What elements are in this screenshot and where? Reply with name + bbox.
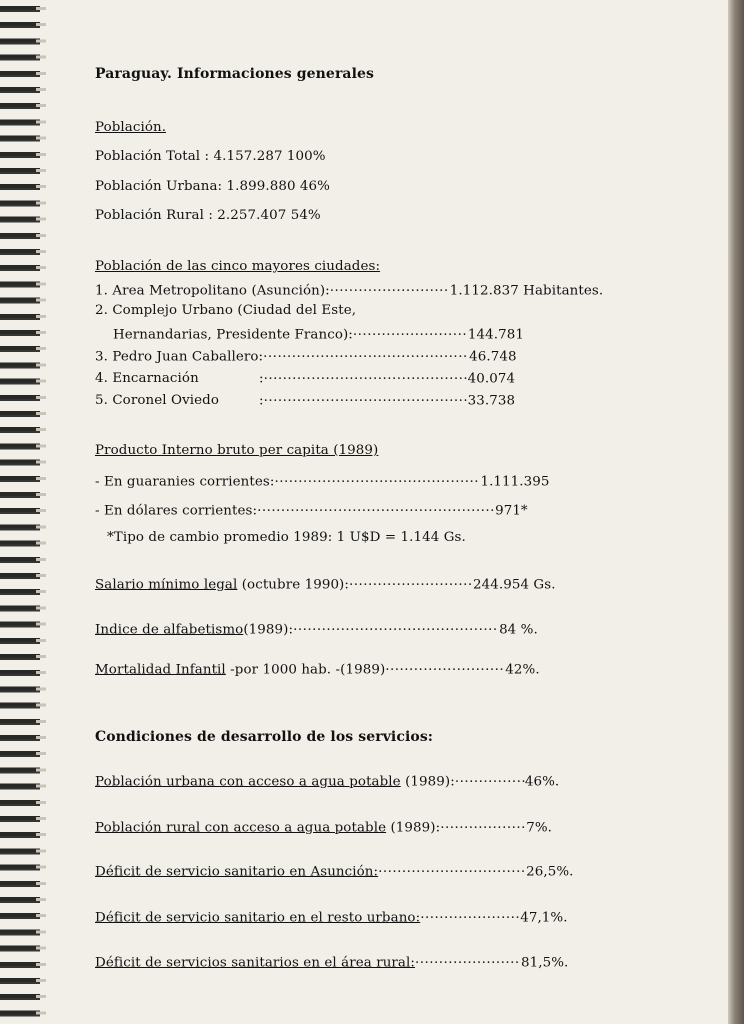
san-urbano-label: Déficit de servicio sanitario en el resto urbano: (95, 910, 421, 926)
pib-dolares-value: 971* (495, 503, 528, 519)
agua-urbana-extra: (1989): (405, 774, 455, 790)
agua-rural-row (95, 818, 552, 835)
mortalidad-row (95, 660, 540, 677)
salario-label: Salario mínimo legal (95, 577, 238, 593)
leader-dots (274, 472, 480, 485)
agua-rural-extra: (1989): (390, 820, 441, 836)
salario-extra: (octubre 1990): (241, 577, 349, 593)
ciudad-1-value: 1.112.837 Habitantes. (449, 283, 604, 299)
leader-dots (420, 908, 520, 921)
pib-dolares-row (95, 501, 528, 518)
san-asuncion-label: Déficit de servicio sanitario en Asunción: (95, 864, 379, 880)
pib-guaranies-row (95, 472, 550, 489)
document-title: Paraguay. Informaciones generales (95, 66, 374, 82)
ciudad-3-label: 3. Pedro Juan Caballero: (95, 349, 264, 365)
leader-dots (415, 953, 521, 966)
ciudad-2-label-a: 2. Complejo Urbano (Ciudad del Este, (95, 303, 357, 318)
leader-dots (293, 620, 499, 633)
ciudad-1-label: 1. Area Metropolitano (Asunción): (95, 283, 330, 299)
mortalidad-extra: -por 1000 hab. -(1989) (230, 662, 386, 678)
pib-nota: *Tipo de cambio promedio 1989: 1 U$D = 1.144 Gs. (107, 530, 466, 545)
binding-holes (36, 0, 46, 1024)
poblacion-rural: Población Rural : 2.257.407 54% (95, 208, 321, 223)
agua-urbana-value: 46%. (524, 774, 560, 790)
ciudad-4-colon: : (259, 371, 264, 387)
mortalidad-value: 42%. (505, 662, 540, 678)
ciudad-2-value: 144.781 (467, 327, 524, 343)
poblacion-urbana: Población Urbana: 1.899.880 46% (95, 179, 330, 194)
alfabetismo-row (95, 620, 538, 637)
ciudad-4-label: 4. Encarnación (95, 371, 199, 387)
agua-rural-value: 7%. (526, 820, 553, 836)
leader-dots (263, 347, 469, 360)
agua-urbana-label: Población urbana con acceso a agua potable (95, 774, 401, 790)
san-rural-label: Déficit de servicios sanitarios en el área rural: (95, 955, 416, 971)
alfabetismo-value: 84 %. (499, 622, 538, 638)
leader-dots (353, 325, 468, 338)
pib-guaranies-label: - En guaranies corrientes: (95, 474, 275, 490)
ciudad-4-row (95, 369, 515, 386)
leader-dots (257, 501, 495, 514)
leader-dots (349, 575, 473, 588)
leader-dots (264, 391, 468, 404)
ciudad-5-label: 5. Coronel Oviedo (95, 393, 219, 409)
leader-dots (264, 369, 468, 382)
alfabetismo-extra: (1989): (243, 622, 294, 638)
salario-row (95, 575, 556, 592)
leader-dots (378, 862, 526, 875)
san-rural-row (95, 953, 568, 970)
ciudad-5-row (95, 391, 515, 408)
poblacion-heading: Población. (95, 120, 167, 135)
ciudad-3-value: 46.748 (469, 349, 517, 365)
ciudad-3-row (95, 347, 517, 364)
san-rural-value: 81,5%. (521, 955, 569, 971)
pib-dolares-label: - En dólares corrientes: (95, 503, 258, 519)
poblacion-total: Población Total : 4.157.287 100% (95, 149, 326, 164)
salario-value: 244.954 Gs. (473, 577, 556, 593)
leader-dots (385, 660, 505, 673)
agua-urbana-row (95, 772, 559, 789)
alfabetismo-label: Indice de alfabetismo (95, 622, 244, 638)
leader-dots (330, 281, 450, 294)
ciudad-2-row (113, 325, 524, 342)
ciudad-4-value: 40.074 (467, 371, 516, 387)
san-asuncion-row (95, 862, 574, 879)
ciudad-1-row (95, 281, 603, 298)
servicios-heading: Condiciones de desarrollo de los servicios: (95, 729, 434, 745)
spiral-binding (0, 0, 40, 1024)
leader-dots (440, 818, 526, 831)
ciudad-2-label-b: Hernandarias, Presidente Franco): (113, 327, 353, 343)
ciudad-5-colon: : (259, 393, 264, 409)
agua-rural-label: Población rural con acceso a agua potable (95, 820, 387, 836)
mortalidad-label: Mortalidad Infantil (95, 662, 226, 678)
pib-guaranies-value: 1.111.395 (480, 474, 550, 490)
pib-heading: Producto Interno bruto per capita (1989) (95, 443, 379, 458)
san-urbano-value: 47,1%. (520, 910, 568, 926)
ciudades-heading: Población de las cinco mayores ciudades: (95, 259, 381, 274)
ciudad-5-value: 33.738 (467, 393, 516, 409)
leader-dots (455, 772, 525, 785)
page-edge (728, 0, 744, 1024)
san-asuncion-value: 26,5%. (526, 864, 574, 880)
san-urbano-row (95, 908, 568, 925)
